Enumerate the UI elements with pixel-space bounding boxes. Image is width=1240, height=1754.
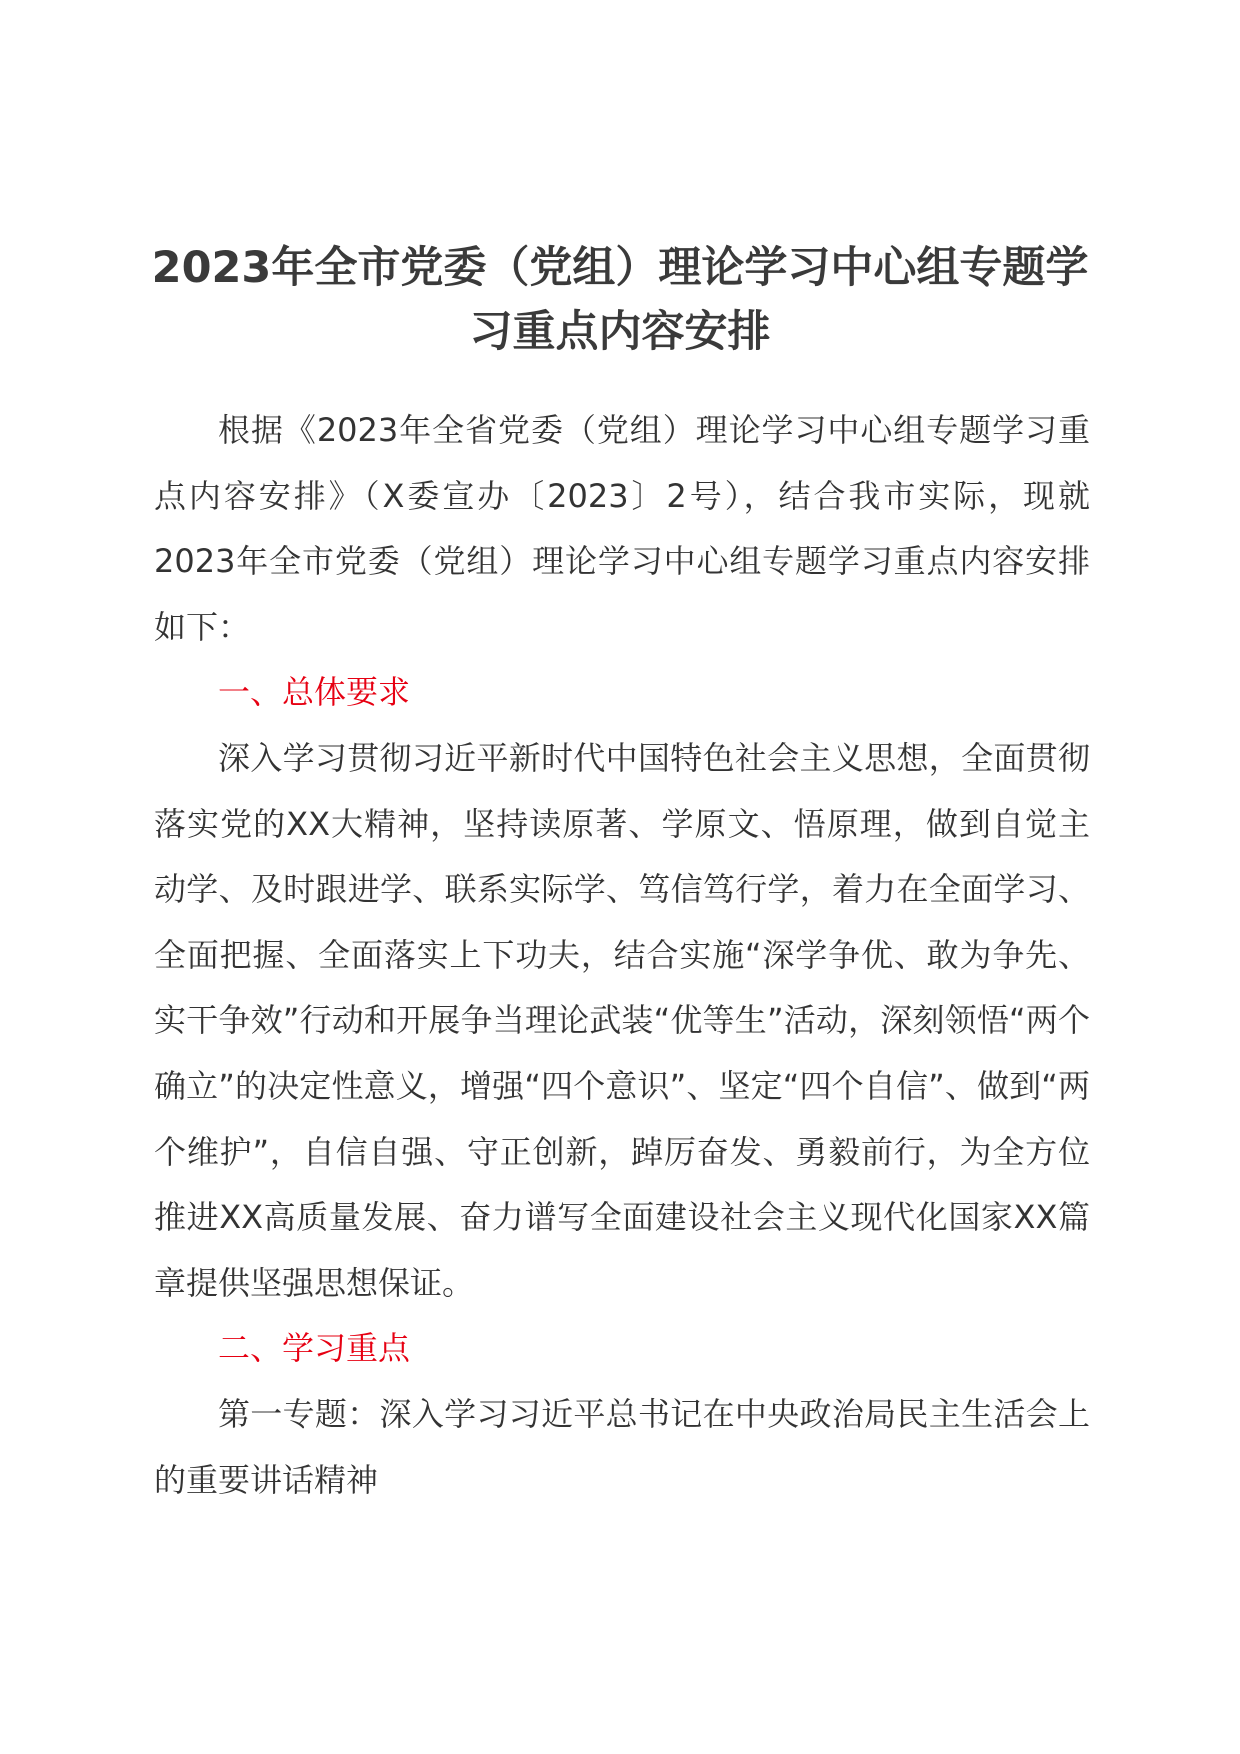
document-body [154,398,1090,1513]
section-heading-study-focus: 二、学习重点 [218,1329,411,1368]
section-heading-overall-requirements: 一、总体要求 [218,673,411,712]
section-paragraph-topic-one: 第一专题：深入学习习近平总书记在中央政治局民主生活会上的重要讲话精神 [154,1394,1090,1499]
intro-paragraph: 根据《2023年全省党委（党组）理论学习中心组专题学习重点内容安排》（X委宣办〔2023〕2号），结合我市实际，现就2023年全市党委（党组）理论学习中心组专题学习重点内容安排如下： [154,411,1090,646]
section-paragraph-overall-requirements: 深入学习贯彻习近平新时代中国特色社会主义思想，全面贯彻落实党的XX大精神，坚持读原著、学原文、悟原理，做到自觉主动学、及时跟进学、联系实际学、笃信笃行学，着力在全面学习、全面把握、全面落实上下功夫，结合实施“深学争优、敢为争先、实干争效”行动和开展争当理论武装“优等生”活动，深刻领悟“两个确立”的决定性意义，增强“四个意识”、坚定“四个自信”、做到“两个维护”，自信自强、守正创新，踔厉奋发、勇毅前行，为全方位推进XX高质量发展、奋力谱写全面建设社会主义现代化国家XX篇章提供坚强思想保证。 [154,738,1090,1302]
document-title: 2023年全市党委（党组）理论学习中心组专题学习重点内容安排 [151,243,1089,357]
